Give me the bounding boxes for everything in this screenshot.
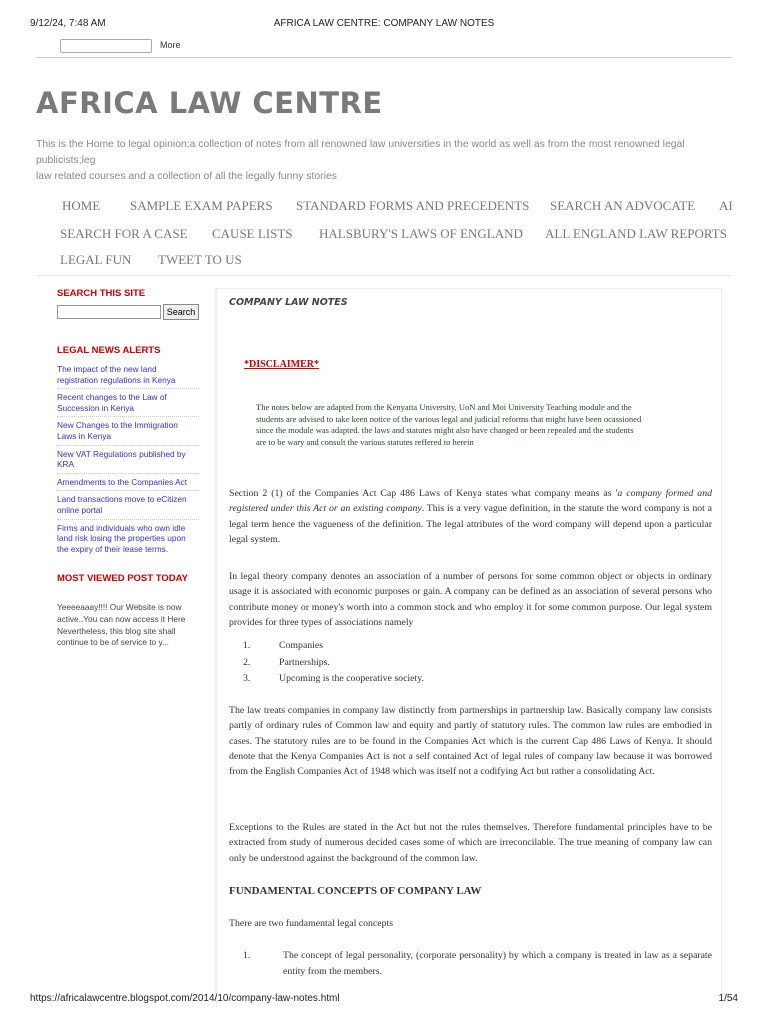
list-item <box>229 948 712 980</box>
section-heading: FUNDAMENTAL CONCEPTS OF COMPANY LAW <box>229 885 482 897</box>
navbar-search-input[interactable] <box>60 39 152 53</box>
post-body <box>216 288 722 1008</box>
list-number: 3. <box>243 673 251 685</box>
paragraph-concepts-intro: There are two fundamental legal concepts <box>229 918 394 929</box>
print-url: https://africalawcentre.blogspot.com/2014/10/company-law-notes.html <box>30 993 340 1004</box>
blogger-navbar <box>36 38 732 58</box>
concepts-list <box>229 948 712 980</box>
print-page-number: 1/54 <box>718 993 738 1004</box>
nav-link-halsburys[interactable]: HALSBURY'S LAWS OF ENGLAND <box>319 226 523 241</box>
alert-link[interactable]: New VAT Regulations published by KRA <box>57 448 199 474</box>
paragraph-definition <box>229 486 712 547</box>
paragraph-exceptions: Exceptions to the Rules are stated in the Act but not the rules themselves. Therefore fundamental principles have to be extracted from study of numerous decided cases some of which are irreconcilable. The true meaning of company law can only be understood against the background of the common law. <box>229 822 712 864</box>
nav-link-home[interactable]: HOME <box>62 198 101 213</box>
nav-link-sample-exam-papers[interactable]: SAMPLE EXAM PAPERS <box>130 198 273 213</box>
most-viewed-heading: MOST VIEWED POST TODAY <box>57 573 188 585</box>
print-footer <box>30 993 738 1007</box>
sidebar-search-input[interactable] <box>57 305 161 319</box>
nav-link-all-england[interactable]: ALL ENGLAND LAW REPORTS <box>545 226 727 241</box>
nav-link-search-advocate[interactable]: SEARCH AN ADVOCATE <box>550 198 696 213</box>
nav-link-search-case[interactable]: SEARCH FOR A CASE <box>60 226 188 241</box>
statute-quote: a company formed and registered under this Act or an existing company <box>229 488 713 515</box>
alert-link[interactable]: Recent changes to the Law of Succession in Kenya <box>57 391 199 417</box>
top-nav <box>36 194 732 276</box>
list-text: The concept of legal personality, (corporate personality) by which a company is treated in law as a separate entity from the members. <box>283 950 712 977</box>
list-text: Partnerships. <box>279 656 330 668</box>
alert-link[interactable]: Land transactions move to eCitizen online portal <box>57 493 199 519</box>
sidebar <box>57 288 199 649</box>
post-title: COMPANY LAW NOTES <box>229 297 348 308</box>
site-description: This is the Home to legal opinion;a collection of notes from all renowned law universities in the world as well as from the most renowned legal publicists;leg law related courses and a collection of all the legally funny stories <box>36 139 685 182</box>
print-header <box>30 18 738 32</box>
paragraph-text: . This is a very vague definition, in the statute the word company is not a legal term hence the vagueness of the definition. The legal attributes of the word company will depend upon a particular legal system. <box>229 503 713 545</box>
alert-link[interactable]: New Changes to the Immigration Laws in Kenya <box>57 419 199 445</box>
search-button[interactable]: Search <box>163 304 199 320</box>
print-date: 9/12/24, 7:48 AM <box>30 18 106 29</box>
alerts-heading: LEGAL NEWS ALERTS <box>57 345 161 356</box>
nav-link-standard-forms[interactable]: STANDARD FORMS AND PRECEDENTS <box>296 198 530 213</box>
print-title: AFRICA LAW CENTRE: COMPANY LAW NOTES <box>273 18 495 29</box>
list-text: Upcoming is the cooperative society. <box>279 673 424 685</box>
list-number: 1. <box>243 640 251 651</box>
navbar-more-link[interactable]: More <box>160 40 181 50</box>
list-text: Companies <box>279 640 324 651</box>
nav-link-legal-fun[interactable]: LEGAL FUN <box>60 252 132 267</box>
alerts-list <box>57 363 199 557</box>
paragraph-text: Section 2 (1) of the Companies Act Cap 486 Laws of Kenya states what company means as ' <box>229 488 618 499</box>
site-title[interactable]: AFRICA LAW CENTRE <box>36 86 383 120</box>
list-number: 1. <box>243 950 251 961</box>
nav-link-truncated[interactable]: AI <box>719 198 733 213</box>
nav-link-tweet-to-us[interactable]: TWEET TO US <box>158 252 242 267</box>
paragraph-legal-theory: In legal theory company denotes an association of a number of persons for some common object or objects in ordinary usage it is associated with economic purposes or gain. A company can be defined as an association of several persons who contribute money or money's worth into a common stock and who employ it for some common purpose. Our legal system provides for three types of associations namely <box>229 571 712 628</box>
disclaimer-notice: The notes below are adapted from the Kenyatta University, UoN and Moi University Teaching module and the students are advised to take keen notice of the various legal and judicial reforms that might have been ocassioned since the module was adapted. the laws and statutes might also have changed or been repealed and the students are to be wary and consult the various statutes reffered to herein <box>256 402 642 448</box>
disclaimer-heading: *DISCLAIMER* <box>244 359 320 370</box>
most-viewed-snippet[interactable]: Yeeeeaaay!!!! Our Website is now active..You can now access it Here Nevertheless, this blog site shall continue to be of service to y... <box>57 602 186 648</box>
list-number: 2. <box>243 656 251 668</box>
alert-link[interactable]: Amendments to the Companies Act <box>57 476 199 492</box>
sidebar-search <box>57 305 199 321</box>
alert-link[interactable]: Firms and individuals who own idle land risk losing the properties upon the expiry of their lease terms. <box>57 522 186 554</box>
nav-link-cause-lists[interactable]: CAUSE LISTS <box>212 226 293 241</box>
search-heading: SEARCH THIS SITE <box>57 288 146 299</box>
alert-link[interactable]: The impact of the new land registration regulations in Kenya <box>57 363 199 389</box>
paragraph-company-law: The law treats companies in company law distinctly from partnerships in partnership law. Basically company law consists partly of ordinary rules of Common law and equity and partly of statutory rules. The common law rules are embodied in cases. The statutory rules are to be found in the Companies Act which is the current Cap 486 Laws of Kenya. It should denote that the Kenya Companies Act is not a self contained Act of legal rules of company law because it was borrowed from the English Companies Act of 1948 which was itself not a codifying Act but rather a consolidating Act. <box>229 705 712 778</box>
